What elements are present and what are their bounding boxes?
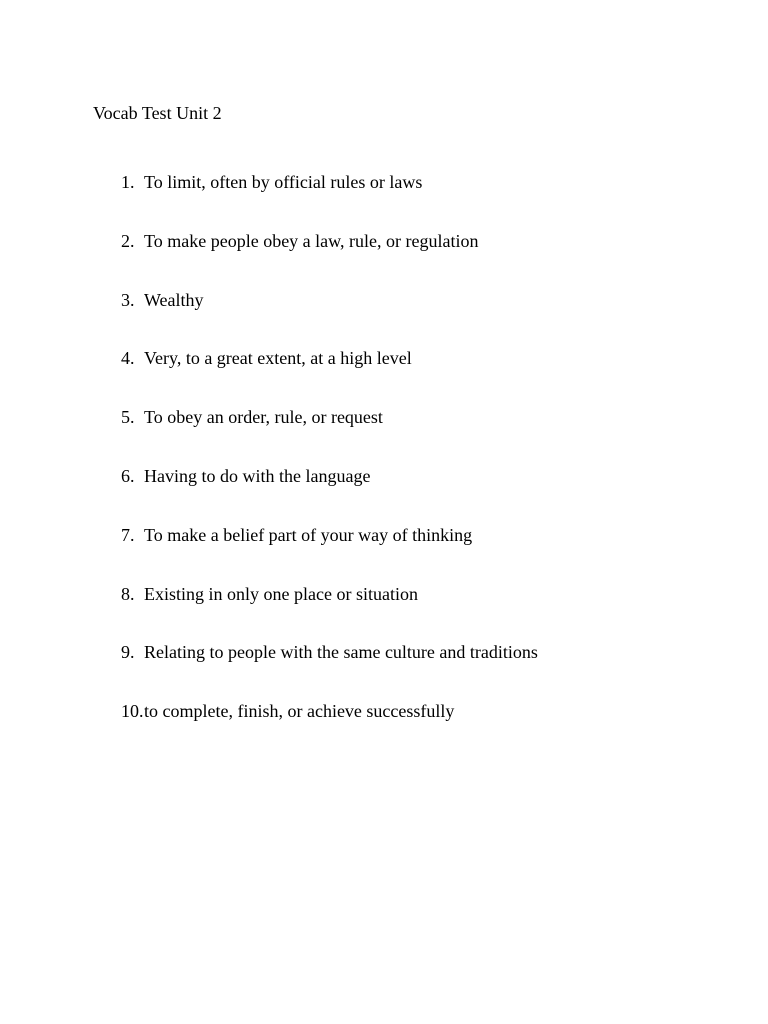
page-title: Vocab Test Unit 2 [93, 103, 222, 123]
item-text: Wealthy [144, 289, 204, 310]
item-number: 4. [121, 348, 135, 369]
item-text: To obey an order, rule, or request [144, 407, 383, 428]
item-number: 2. [121, 230, 135, 251]
item-number: 3. [121, 289, 135, 310]
list-item [121, 524, 538, 583]
list-item [121, 230, 538, 289]
item-number: 6. [121, 465, 135, 486]
item-text: to complete, finish, or achieve successfully [144, 701, 455, 722]
item-number: 10. [121, 701, 144, 722]
item-text: To make a belief part of your way of thinking [144, 524, 473, 545]
list-item [121, 641, 538, 700]
item-text: To make people obey a law, rule, or regulation [144, 230, 479, 251]
item-text: Relating to people with the same culture and traditions [144, 642, 538, 663]
item-text: Having to do with the language [144, 465, 371, 486]
item-text: Existing in only one place or situation [144, 583, 418, 604]
list-item [121, 347, 538, 406]
item-number: 7. [121, 524, 135, 545]
list-item [121, 465, 538, 524]
list-item [121, 171, 538, 230]
list-item [121, 289, 538, 348]
item-text: To limit, often by official rules or laws [144, 172, 423, 192]
list-item [121, 406, 538, 465]
item-number: 9. [121, 642, 135, 663]
item-number: 1. [121, 172, 135, 192]
list-item [121, 700, 538, 759]
item-number: 8. [121, 583, 135, 604]
list-item [121, 583, 538, 642]
item-number: 5. [121, 407, 135, 428]
item-text: Very, to a great extent, at a high level [144, 348, 412, 369]
vocab-list [121, 171, 538, 759]
